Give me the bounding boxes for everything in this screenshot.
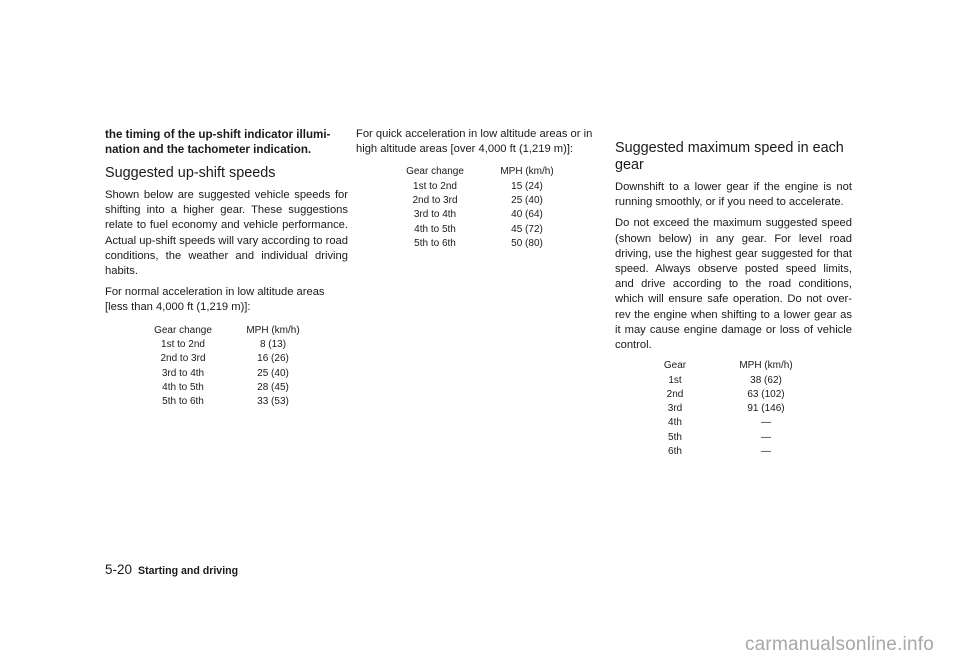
speed-cell: 16 (26) bbox=[257, 353, 289, 365]
table-row bbox=[137, 395, 317, 409]
speed-cell: — bbox=[761, 417, 771, 429]
table-row bbox=[137, 352, 317, 366]
page-footer bbox=[105, 562, 238, 579]
table-header-gear-change: Gear change bbox=[154, 324, 212, 336]
normal-acceleration-intro: For normal acceleration in low altitude areas [less than 4,000 ft (1,219 m)]: bbox=[105, 286, 325, 314]
quick-acceleration-table bbox=[386, 165, 570, 251]
table-row bbox=[643, 402, 825, 416]
upshift-description: Shown below are suggested vehicle speeds for shifting into a higher gear. These suggestions relate to fuel economy and vehicle performance. Actual up-shift speeds will vary according to road conditions, the weather and individual driving habits. bbox=[105, 189, 348, 278]
table-row bbox=[386, 237, 570, 251]
quick-acceleration-intro: For quick acceleration in low altitude areas or in high altitude areas [over 4,000 ft (1,219 m)]: bbox=[356, 128, 593, 156]
gear-cell: 4th bbox=[668, 417, 682, 429]
table-row bbox=[643, 416, 825, 430]
table-row bbox=[643, 388, 825, 402]
table-row bbox=[386, 194, 570, 208]
speed-cell: 50 (80) bbox=[511, 237, 543, 249]
table-row bbox=[643, 431, 825, 445]
gear-cell: 3rd to 4th bbox=[413, 209, 457, 221]
gear-cell: 1st to 2nd bbox=[161, 338, 205, 350]
table-row bbox=[643, 445, 825, 459]
table-row bbox=[137, 381, 317, 395]
table-header-gear-change: Gear change bbox=[406, 166, 464, 178]
table-header-speed: MPH (km/h) bbox=[246, 324, 300, 336]
column-3 bbox=[615, 140, 852, 459]
speed-cell: 91 (146) bbox=[747, 403, 785, 415]
speed-cell: 25 (40) bbox=[257, 367, 289, 379]
speed-cell: — bbox=[761, 431, 771, 443]
gear-cell: 4th to 5th bbox=[162, 381, 204, 393]
gear-cell: 1st bbox=[668, 374, 682, 386]
gear-cell: 6th bbox=[668, 446, 682, 458]
table-row bbox=[386, 223, 570, 237]
speed-cell: 25 (40) bbox=[511, 195, 543, 206]
table-header-speed: MPH (km/h) bbox=[739, 360, 793, 372]
table-row bbox=[643, 374, 825, 388]
gear-cell: 2nd to 3rd bbox=[412, 195, 458, 206]
speed-cell: 40 (64) bbox=[511, 209, 543, 221]
gear-cell: 3rd bbox=[667, 403, 683, 415]
speed-cell: — bbox=[761, 446, 771, 458]
heading-upshift-speeds: Suggested up-shift speeds bbox=[105, 165, 276, 181]
speed-cell: 8 (13) bbox=[259, 338, 287, 350]
column-1 bbox=[105, 127, 348, 409]
gear-cell: 3rd to 4th bbox=[161, 367, 205, 379]
heading-maximum-speed: Suggested maximum speed in each gear bbox=[615, 140, 844, 173]
gear-cell: 2nd bbox=[666, 388, 684, 400]
watermark: carmanualsonline.info bbox=[744, 634, 934, 655]
table-row bbox=[386, 180, 570, 194]
table-header-gear: Gear bbox=[663, 360, 687, 372]
section-title: Starting and driving bbox=[138, 565, 239, 577]
speed-cell: 33 (53) bbox=[257, 396, 289, 408]
downshift-text: Downshift to a lower gear if the engine is not running smoothly, or if you need to accelerate. bbox=[615, 181, 852, 209]
maximum-speed-warning: Do not exceed the maximum suggested speed (shown below) in any gear. For level road driving, use the highest gear suggested for that speed. Always observe posted speed limits, and drive according to the road conditions, which will ensure safe operation. Do not over-rev the engine when shifting to a lower gear as it may cause engine damage or loss of vehicle control. bbox=[615, 217, 852, 352]
speed-cell: 45 (72) bbox=[511, 223, 543, 235]
page-number: 5-20 bbox=[105, 562, 133, 577]
speed-cell: 63 (102) bbox=[747, 388, 785, 400]
normal-acceleration-table bbox=[137, 324, 317, 410]
continued-text: the timing of the up-shift indicator illumi- nation and the tachometer indication. bbox=[105, 128, 331, 156]
speed-cell: 28 (45) bbox=[257, 381, 289, 393]
maximum-speed-table bbox=[643, 359, 825, 459]
table-row bbox=[137, 367, 317, 381]
speed-cell: 15 (24) bbox=[511, 180, 543, 192]
gear-cell: 5th to 6th bbox=[414, 237, 456, 249]
speed-cell: 38 (62) bbox=[750, 374, 782, 386]
table-row bbox=[137, 338, 317, 352]
gear-cell: 5th to 6th bbox=[162, 396, 204, 408]
column-2 bbox=[356, 127, 599, 251]
gear-cell: 1st to 2nd bbox=[413, 180, 457, 192]
gear-cell: 4th to 5th bbox=[414, 223, 456, 235]
gear-cell: 5th bbox=[668, 431, 682, 443]
gear-cell: 2nd to 3rd bbox=[160, 353, 206, 365]
table-row bbox=[386, 208, 570, 222]
table-header-speed: MPH (km/h) bbox=[500, 166, 554, 178]
